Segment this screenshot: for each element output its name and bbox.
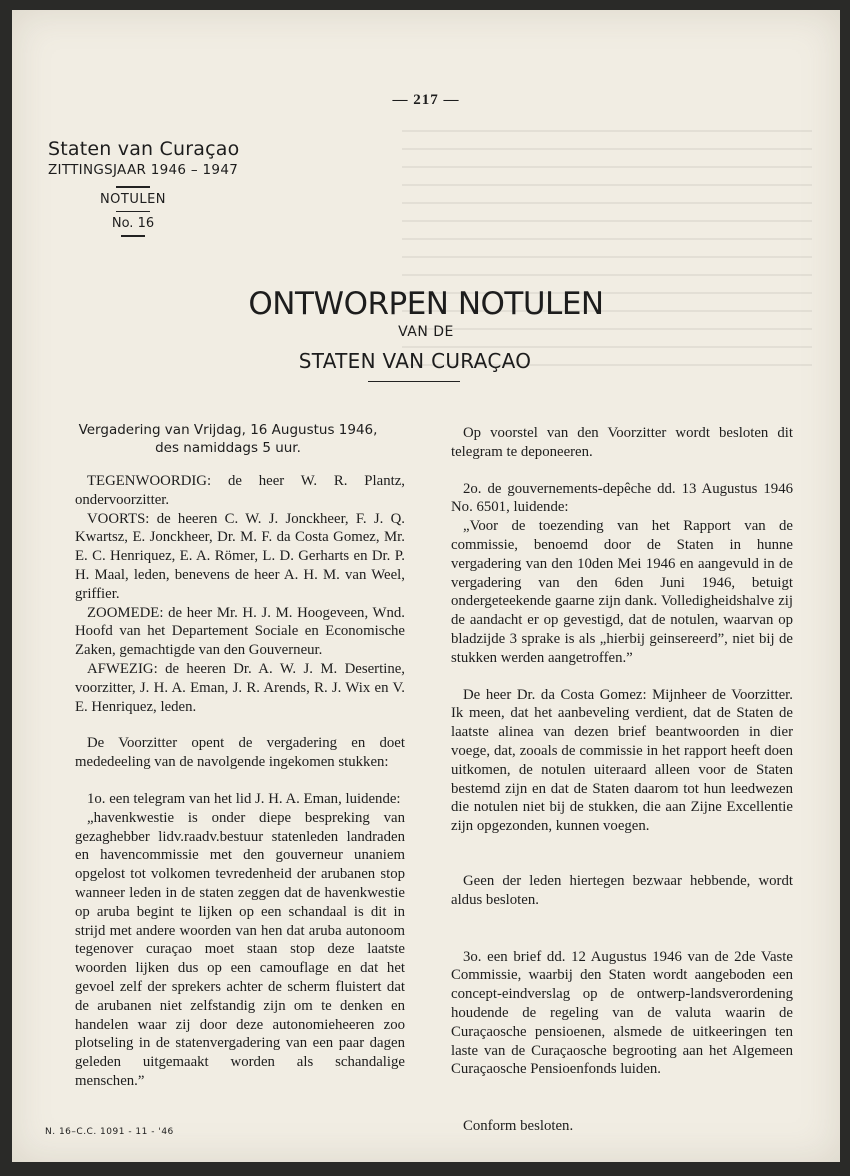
meeting-info [68, 421, 388, 457]
divider [116, 186, 150, 188]
item-3-letter: 3o. een brief dd. 12 Augustus 1946 van de 2de Vaste Commissie, waarbij den Staten wordt aangeboden een concept-eindverslag op de ontwerp-landsverordening houdende de regeling van de valuta waarin de Curaçaosche pensioenen, alsmede de uitkeeringen ten laste van de Curaçaosche begrooting aan het Algemeen Curaçaosche Pensioenfonds luiden. [451, 948, 793, 1078]
masthead [48, 138, 268, 241]
meeting-date: Vergadering van Vrijdag, 16 Augustus 1946, [78, 422, 378, 438]
page-number: — 217 — [392, 92, 460, 108]
decision-deposit: Op voorstel van den Voorzitter wordt besloten dit telegram te deponeeren. [451, 425, 793, 460]
divider [121, 235, 145, 237]
document-page [12, 10, 840, 1162]
masthead-notulen-block [48, 186, 218, 237]
attendance-also: VOORTS: de heeren C. W. J. Jonckheer, F. J. Q. Kwartsz, E. Jonckheer, Dr. M. F. da Costa Gomez, Mr. E. C. Henriquez, E. A. Römer, L. D. Gerharts en Dr. P. H. Maal, leden, benevens de heer A. H. M. van Weel, griffier. [75, 510, 405, 602]
speech-da-costa-gomez: De heer Dr. da Costa Gomez: Mijnheer de Voorzitter. Ik meen, dat het aanbeveling verdient, dat de Staten de laatste alinea van dezen brief beantwoorden in dier voege, dat, zooals de commissie in het rapport heeft doen uitkomen, de notulen uiteraard alleen voor de Staten bestemd zijn en dat de Staten daarom tot hun leedwezen die notulen niet bij de stukken, die aan Zijne Excellentie zijn opgezonden, kunnen voegen. [451, 686, 793, 835]
item-2-intro: 2o. de gouvernements-depêche dd. 13 Augustus 1946 No. 6501, luidende: [451, 480, 793, 516]
subtitle: STATEN VAN CURAÇAO [298, 349, 532, 373]
item-1-intro: 1o. een telegram van het lid J. H. A. Eman, luidende: [87, 790, 401, 807]
main-title: ONTWORPEN NOTULEN [248, 286, 604, 322]
opening-paragraph: De Voorzitter opent de vergadering en doet mededeeling van de navolgende ingekomen stukken: [75, 735, 405, 771]
item-1-telegram: „havenkwestie is onder diepe bespreking van gezaghebber lidv.raadv.bestuur statenleden landraden en havencommissie met den gouverneur unaniem opgelost tot volkomen tevredenheid der arubanen stop wanneer leden in de staten zeggen dat de havenkwestie op aruba begint te lijken op een schandaal is dit in strijd met andere woorden van hen dat aruba autonoom tegenover curaçao moet staan stop deze laatste woorden lijken dus op een camouflage en dat het gevoel zelf der sprekers achter de scherm fluistert dat de arubanen niet zelfstandig zijn om te denken en handelen waar zij door deze autonomieheeren zoo plotseling in de statenvergadering van een paar dagen geleden uitgemaakt worden als schandalige menschen.” [75, 809, 405, 1089]
attendance-absent: AFWEZIG: de heeren Dr. A. W. J. M. Desertine, voorzitter, J. H. A. Eman, J. R. Arends, R. J. Wix en V. E. Henriquez, leden. [75, 660, 405, 715]
masthead-title: Staten van Curaçao [48, 138, 240, 160]
masthead-label: NOTULEN [99, 191, 167, 207]
decision-no-objection: Geen der leden hiertegen bezwaar hebbende, wordt aldus besloten. [451, 872, 793, 908]
attendance-further: ZOOMEDE: de heer Mr. H. J. M. Hoogeveen, Wnd. Hoofd van het Departement Sociale en Economische Zaken, gemachtigde van den Gouverneur. [75, 604, 405, 659]
divider [368, 381, 460, 382]
decision-conform: Conform besloten. [463, 1118, 574, 1135]
left-column [75, 472, 405, 1091]
right-column [451, 424, 793, 1136]
masthead-number: No. 16 [111, 216, 155, 231]
divider [116, 211, 150, 213]
meeting-time: des namiddags 5 uur. [155, 440, 301, 456]
title-van-de: VAN DE [398, 324, 454, 340]
print-code: N. 16–C.C. 1091 - 11 - '46 [45, 1127, 174, 1137]
masthead-session: ZITTINGSJAAR 1946 – 1947 [48, 162, 239, 178]
item-2-quote: „Voor de toezending van het Rapport van de commissie, benoemd door de Staten in hunne vergadering van den 10den Mei 1946 en aangevuld in de vergadering van den 6den Juni 1946, betuigt ondergeteekende gaarne zijn dank. Volledigheidshalve zij de aandacht er op gevestigd, dat de notulen, waarvan op bladzijde 3 sprake is als „hierbij geinsereerd”, niet bij de stukken werden aangetroffen.” [451, 518, 793, 666]
attendance-present: TEGENWOORDIG: de heer W. R. Plantz, ondervoorzitter. [75, 473, 405, 508]
